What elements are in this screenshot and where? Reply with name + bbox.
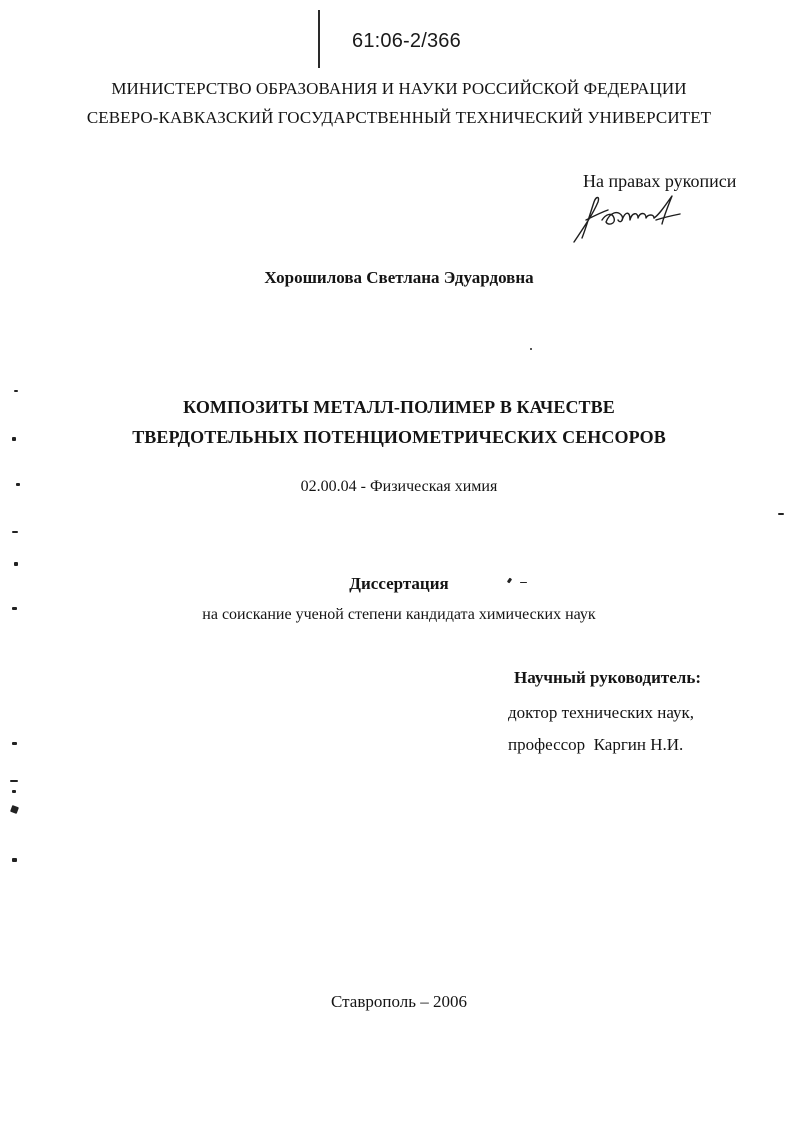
scan-speck xyxy=(12,607,17,610)
author-name: Хорошилова Светлана Эдуардовна xyxy=(264,268,534,287)
supervisor-name: профессор Каргин Н.И. xyxy=(508,735,684,754)
supervisor-label: Научный руководитель: xyxy=(514,668,701,687)
scan-speck xyxy=(520,582,527,583)
scan-speck xyxy=(16,483,20,486)
scan-speck xyxy=(14,390,18,392)
supervisor-degree: доктор технических наук, xyxy=(508,703,695,722)
degree-statement: на соискание ученой степени кандидата химических наук xyxy=(202,606,596,623)
scan-speck xyxy=(12,790,16,793)
ministry-name: МИНИСТЕРСТВО ОБРАЗОВАНИЯ И НАУКИ РОССИЙСКОЙ ФЕДЕРАЦИИ xyxy=(111,79,687,98)
scan-speck xyxy=(12,437,16,441)
thesis-title-line-1: КОМПОЗИТЫ МЕТАЛЛ-ПОЛИМЕР В КАЧЕСТВЕ xyxy=(183,397,615,417)
place-and-year: Ставрополь – 2006 xyxy=(331,992,467,1011)
scan-speck xyxy=(14,562,18,566)
catalog-number: 61:06-2/366 xyxy=(352,30,461,52)
scan-speck xyxy=(10,805,19,814)
scan-speck xyxy=(778,513,784,515)
manuscript-note: На правах рукописи xyxy=(583,171,737,191)
document-type: Диссертация xyxy=(349,574,449,593)
scan-speck xyxy=(12,858,17,862)
scan-speck xyxy=(12,531,18,533)
signature-icon xyxy=(568,190,686,246)
university-name: СЕВЕРО-КАВКАЗСКИЙ ГОСУДАРСТВЕННЫЙ ТЕХНИЧЕСКИЙ УНИВЕРСИТЕТ xyxy=(86,108,712,127)
scan-speck xyxy=(12,742,17,745)
scan-speck xyxy=(10,780,18,782)
scan-speck xyxy=(530,348,532,350)
specialty-code: 02.00.04 - Физическая химия xyxy=(300,478,498,495)
thesis-title-line-2: ТВЕРДОТЕЛЬНЫХ ПОТЕНЦИОМЕТРИЧЕСКИХ СЕНСОРОВ xyxy=(132,427,666,447)
stamp-divider xyxy=(318,10,320,68)
